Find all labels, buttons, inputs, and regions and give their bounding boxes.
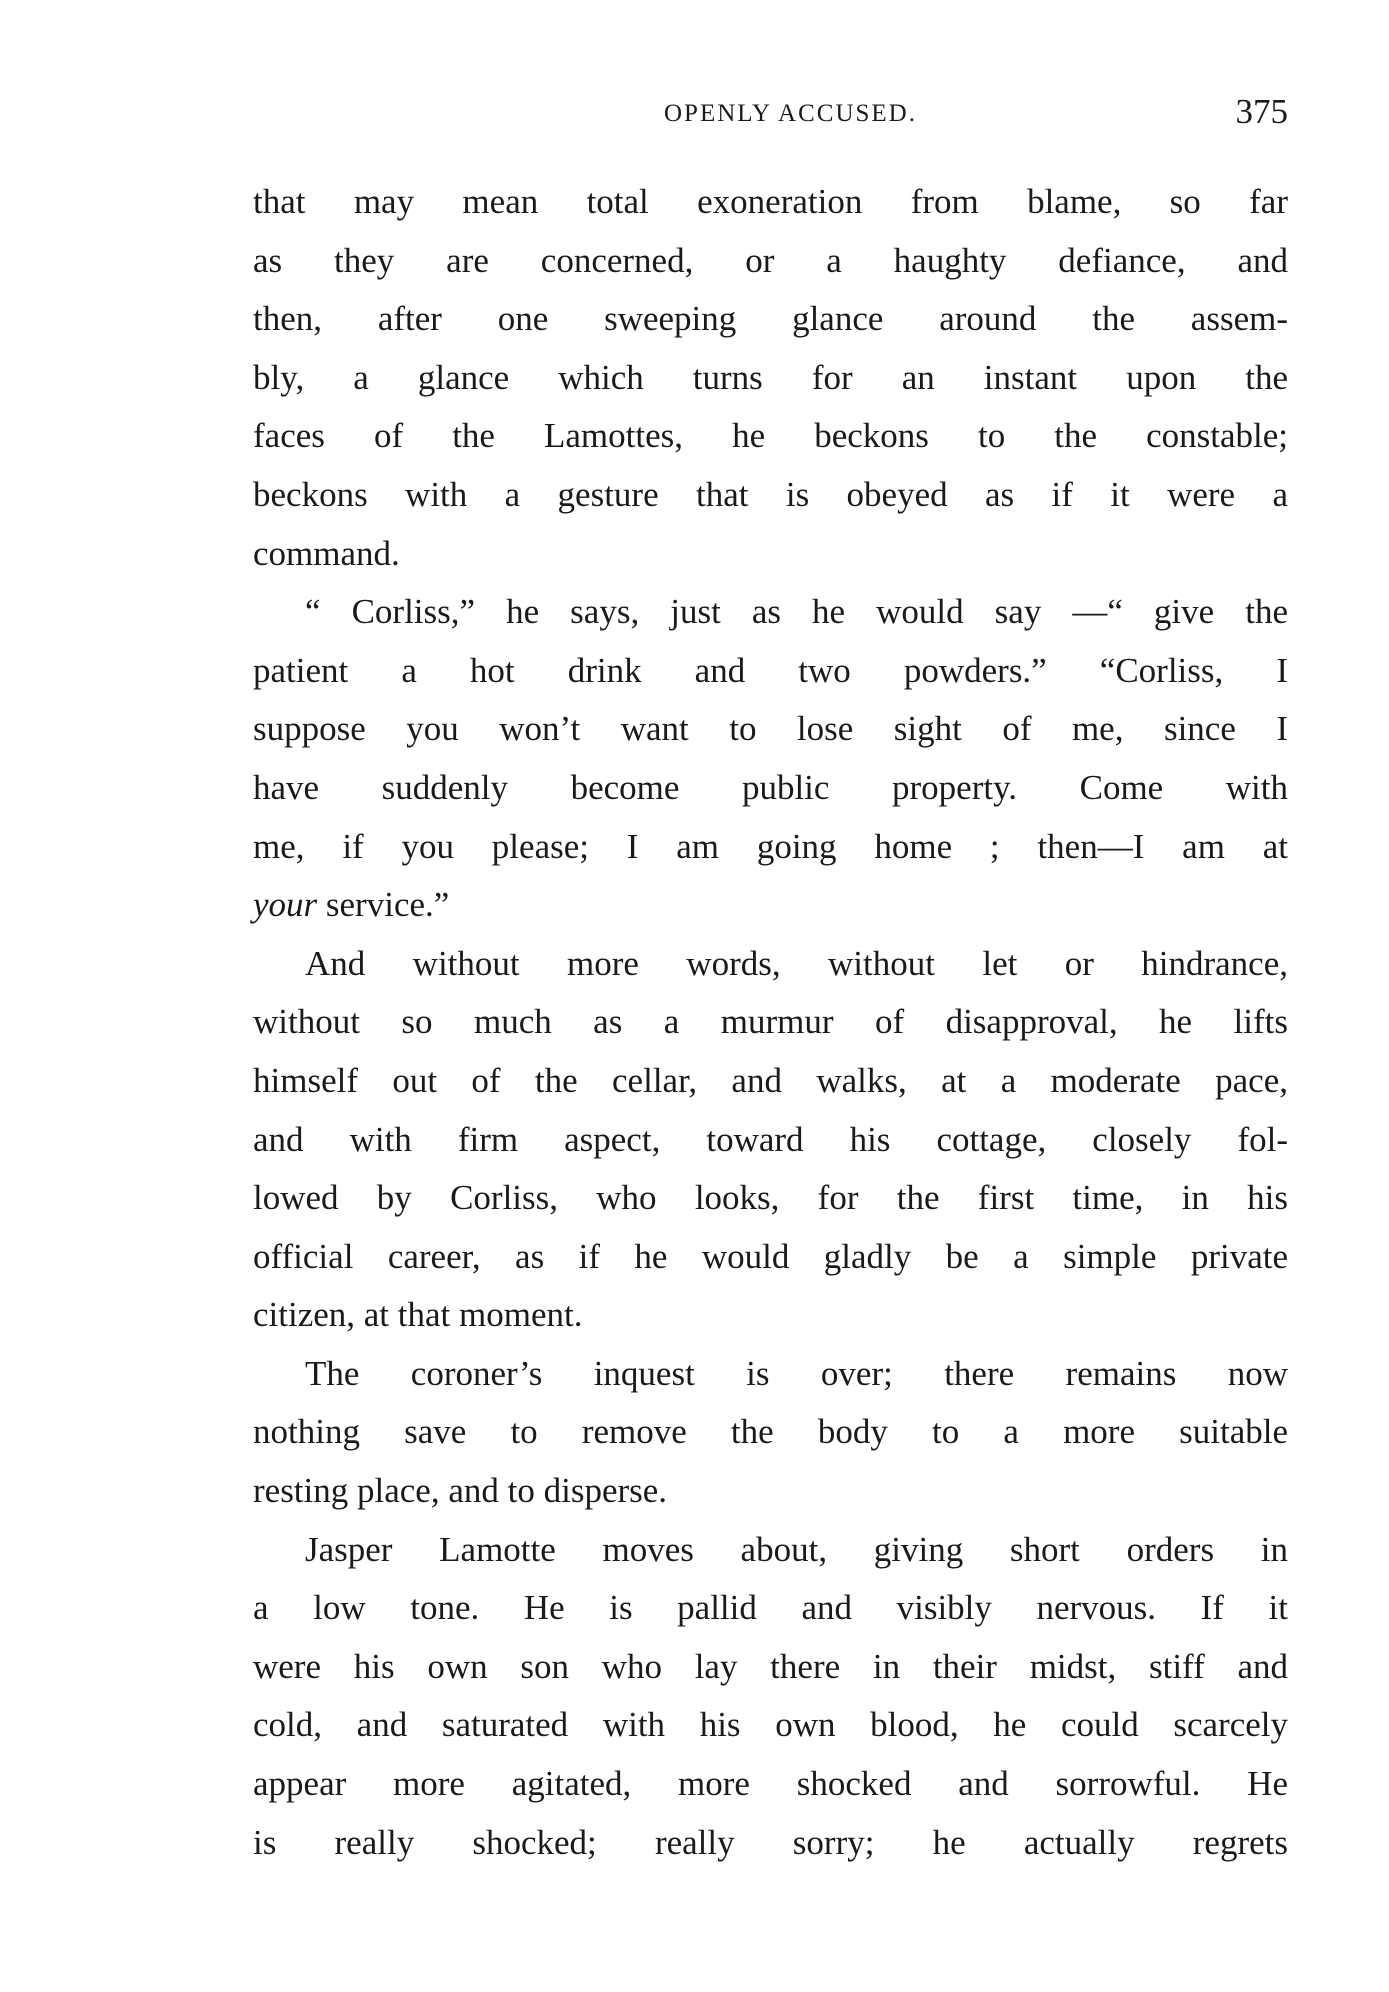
text-line: and with firm aspect, toward his cottage, closely fol- [253,1119,1288,1159]
italic-word: your [253,885,318,925]
text-line: as they are concerned, or a haughty defiance, and [253,240,1288,280]
text-line: “ Corliss,” he says, just as he would say —“ give the [305,592,1288,632]
paragraph [253,583,1288,935]
text-line: Jasper Lamotte moves about, giving short orders in [305,1529,1288,1569]
text-fragment: service.” [317,885,450,925]
text-line: patient a hot drink and two powders.” “Corliss, I [253,650,1288,690]
text-line: have suddenly become public property. Come with [253,767,1288,807]
running-head [253,92,1288,138]
text-line: himself out of the cellar, and walks, at a moderate pace, [253,1060,1288,1100]
text-line: bly, a glance which turns for an instant upon the [253,357,1288,397]
running-title: OPENLY ACCUSED. [664,100,917,127]
text-line: faces of the Lamottes, he beckons to the constable; [253,416,1288,456]
paragraph [253,1345,1288,1521]
paragraph [253,1521,1288,1873]
text-line: were his own son who lay there in their midst, stiff and [253,1646,1288,1686]
text-line: suppose you won’t want to lose sight of me, since I [253,709,1288,749]
text-line: resting place, and to disperse. [253,1471,668,1511]
text-line: official career, as if he would gladly be a simple private [253,1236,1288,1276]
paragraph [253,935,1288,1345]
text-line: cold, and saturated with his own blood, he could scarcely [253,1705,1288,1745]
text-line: a low tone. He is pallid and visibly nervous. If it [253,1588,1288,1628]
text-line: appear more agitated, more shocked and sorrowful. He [253,1764,1288,1804]
text-line: then, after one sweeping glance around the assem- [253,299,1288,339]
body-text [253,173,1288,1872]
text-line [253,876,1288,935]
paragraph [253,173,1288,583]
text-line: The coroner’s inquest is over; there remains now [305,1353,1288,1393]
text-line: me, if you please; I am going home ; then—I am at [253,826,1288,866]
text-line: And without more words, without let or hindrance, [305,943,1288,983]
text-line: lowed by Corliss, who looks, for the first time, in his [253,1178,1288,1218]
text-line: beckons with a gesture that is obeyed as if it were a [253,474,1288,514]
text-line: is really shocked; really sorry; he actually regrets [253,1822,1288,1862]
page-number: 375 [1235,92,1288,131]
text-line: citizen, at that moment. [253,1295,583,1335]
text-line: without so much as a murmur of disapproval, he lifts [253,1002,1288,1042]
text-line: nothing save to remove the body to a more suitable [253,1412,1288,1452]
text-line: command. [253,533,400,573]
text-line: that may mean total exoneration from blame, so far [253,182,1288,221]
